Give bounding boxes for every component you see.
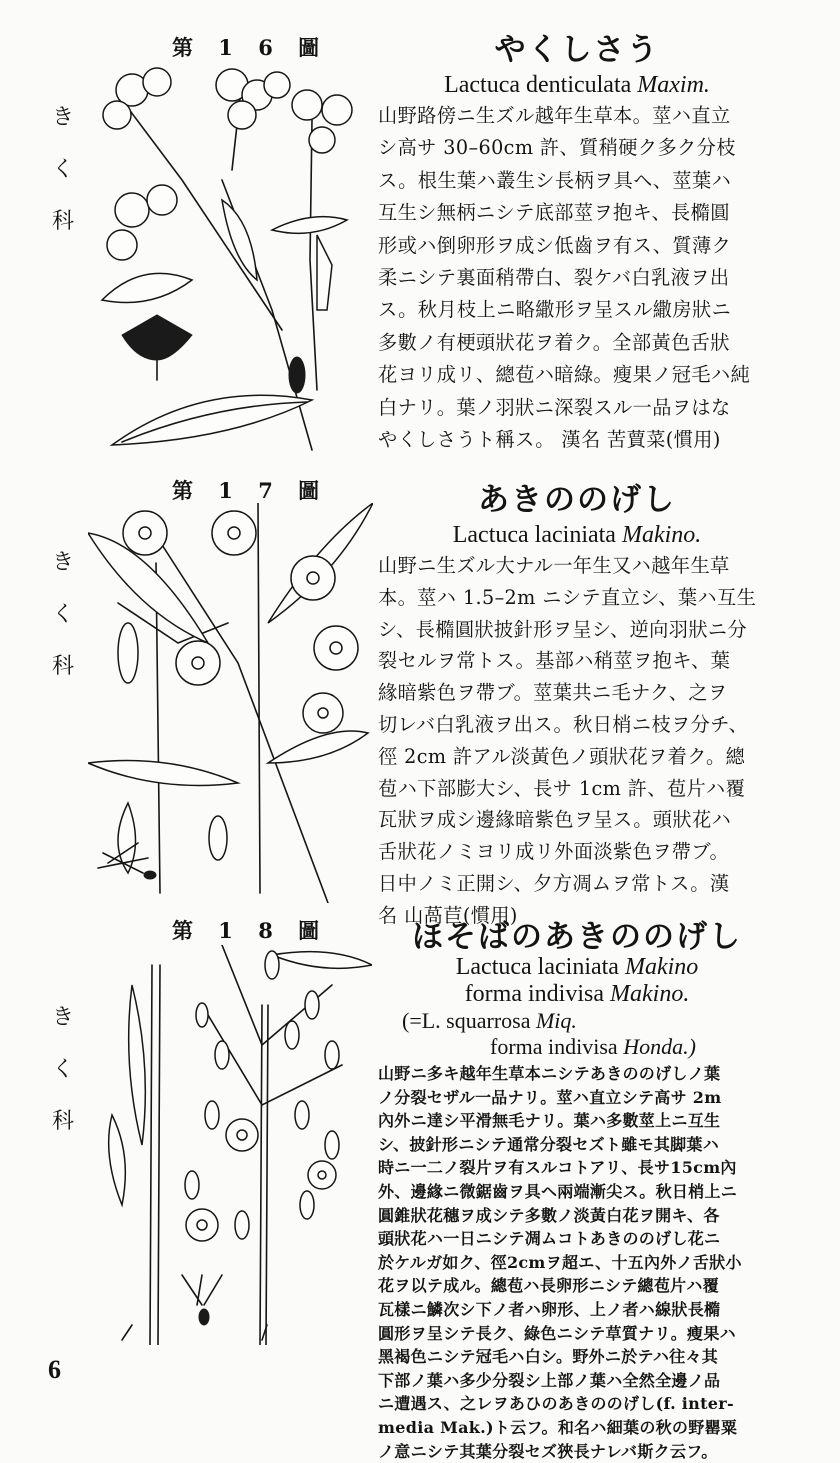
scientific-name-author: Maxim. [637, 72, 710, 98]
family-label-char: き [48, 992, 78, 1044]
description-line: 花ヨリ成リ、總苞ハ暗綠。瘦果ノ冠毛ハ純 [378, 359, 776, 391]
description-line: ニ遭遇ス、之レヲあひのあきののげし(f. inter- [378, 1392, 776, 1416]
family-label-char: く [48, 144, 78, 196]
figure-caption-16: 第 1 6 圖 [172, 32, 328, 62]
description-line: 黑褐色ニシテ冠毛ハ白シ。野外ニ於テハ往々其 [378, 1345, 776, 1369]
description-line: 瓦樣ニ鱗次シ下ノ者ハ卵形、上ノ者ハ線狀長橢 [378, 1298, 776, 1322]
scientific-name-author: Makino [625, 954, 698, 980]
scientific-name [378, 954, 776, 1008]
description-line: 圓錐狀花穗ヲ成シテ多數ノ淡黃白花ヲ開キ、各 [378, 1204, 776, 1228]
japanese-name: ほそばのあきののげし [378, 920, 776, 954]
scientific-name-binomial: Lactuca laciniata [456, 954, 619, 980]
description-line: 山野ニ多キ越年生草本ニシテあきののげしノ葉 [378, 1062, 776, 1086]
illustration-lactuca-denticulata [82, 60, 372, 460]
description-line: 互生シ無柄ニシテ底部莖ヲ抱キ、長橢圓 [378, 197, 776, 229]
description-line: 外、邊緣ニ微鋸齒ヲ具ヘ兩端漸尖ス。秋日梢上ニ [378, 1180, 776, 1204]
illustration-lactuca-laciniata [88, 503, 373, 903]
description-line: 切レバ白乳液ヲ出ス。秋日梢ニ枝ヲ分チ、 [378, 709, 776, 741]
synonym [378, 1008, 776, 1060]
description [378, 100, 776, 456]
synonym-author: Honda.) [623, 1034, 696, 1059]
description [378, 1062, 776, 1463]
description-line: 多數ノ有梗頭狀花ヲ着ク。全部黃色舌狀 [378, 327, 776, 359]
description-line: 於ケルガ如ク、徑2cmヲ超エ、十五內外ノ舌狀小 [378, 1251, 776, 1275]
description-line: シ、長橢圓狀披針形ヲ呈シ、逆向羽狀ニ分 [378, 614, 776, 646]
description-line: シ、披針形ニシテ通常分裂セズト雖モ其脚葉ハ [378, 1133, 776, 1157]
description-line: 舌狀花ノミヨリ成リ外面淡紫色ヲ帶ブ。 [378, 836, 776, 868]
figure-caption-17: 第 1 7 圖 [172, 475, 328, 505]
family-label-char: き [48, 92, 78, 144]
synonym-author: Miq. [536, 1008, 577, 1033]
entry-hosobanoakinonogeshi [378, 920, 776, 1463]
japanese-name: あきののげし [378, 480, 776, 520]
scientific-name [378, 70, 776, 100]
scientific-name-author: Makino. [610, 981, 689, 1007]
description [378, 550, 776, 932]
description-line: 名 山萵苣(慣用) [378, 900, 776, 932]
synonym-name: (=L. squarrosa [402, 1008, 530, 1033]
description-line: 頭狀花ハ一日ニシテ凋ムコトあきののげし花ニ [378, 1227, 776, 1251]
description-line: 內外ニ達シ平滑無毛ナリ。葉ハ多數莖上ニ互生 [378, 1109, 776, 1133]
family-label-char: 科 [48, 641, 78, 693]
scientific-name-line-2 [378, 981, 776, 1008]
family-label-char: 科 [48, 1096, 78, 1148]
description-line: 時ニ一二ノ裂片ヲ有スルコトアリ、長サ15cm內 [378, 1156, 776, 1180]
illustration-lactuca-laciniata-indivisa [92, 945, 372, 1345]
synonym-forma: forma indivisa [490, 1034, 618, 1059]
scientific-name [378, 520, 776, 550]
description-line: 花ヲ以テ成ル。總苞ハ長卵形ニシテ總苞片ハ覆 [378, 1274, 776, 1298]
description-line: 徑 2cm 許アル淡黃色ノ頭狀花ヲ着ク。總 [378, 741, 776, 773]
synonym-line-1 [378, 1008, 776, 1034]
description-line: 日中ノミ正開シ、夕方凋ムヲ常トス。漢 [378, 868, 776, 900]
family-label-char: き [48, 537, 78, 589]
family-label-18 [48, 992, 78, 1148]
description-line: 山野路傍ニ生ズル越年生草本。莖ハ直立 [378, 100, 776, 132]
entry-akinonogeshi [378, 480, 776, 932]
scientific-name-binomial: Lactuca denticulata [444, 72, 631, 98]
synonym-line-2 [378, 1034, 776, 1060]
description-line: シ高サ 30–60cm 許、質稍硬ク多ク分枝 [378, 132, 776, 164]
description-line: 白ナリ。葉ノ羽狀ニ深裂スル一品ヲはな [378, 392, 776, 424]
page-number: 6 [48, 1355, 61, 1385]
description-line: 山野ニ生ズル大ナル一年生又ハ越年生草 [378, 550, 776, 582]
scientific-name-binomial: Lactuca laciniata [453, 522, 616, 548]
description-line: 瓦狀ヲ成シ邊緣暗紫色ヲ呈ス。頭狀花ハ [378, 804, 776, 836]
entry-yakushisou [378, 30, 776, 456]
family-label-17 [48, 537, 78, 693]
description-line: 下部ノ葉ハ多少分裂シ上部ノ葉ハ全然全邊ノ品 [378, 1369, 776, 1393]
scientific-name-author: Makino. [622, 522, 701, 548]
description-line: 本。莖ハ 1.5–2m ニシテ直立シ、葉ハ互生 [378, 582, 776, 614]
description-line: 裂セルヲ常トス。基部ハ稍莖ヲ抱キ、葉 [378, 645, 776, 677]
description-line: 緣暗紫色ヲ帶ブ。莖葉共ニ毛ナク、之ヲ [378, 677, 776, 709]
description-line: ス。秋月枝上ニ略繖形ヲ呈スル繖房狀ニ [378, 294, 776, 326]
description-line: 形或ハ倒卵形ヲ成シ低齒ヲ有ス、質薄ク [378, 230, 776, 262]
scientific-name-forma: forma indivisa [465, 981, 604, 1007]
description-line: ノ意ニシテ其葉分裂セズ狹長ナレバ斯ク云フ。 [378, 1440, 776, 1463]
description-line: 苞ハ下部膨大シ、長サ 1cm 許、苞片ハ覆 [378, 773, 776, 805]
japanese-name: やくしさう [378, 30, 776, 70]
description-line: ス。根生葉ハ叢生シ長柄ヲ具ヘ、莖葉ハ [378, 165, 776, 197]
family-label-char: 科 [48, 196, 78, 248]
family-label-char: く [48, 1044, 78, 1096]
description-line: やくしさうト稱ス。 漢名 苦蕒菜(慣用) [378, 424, 776, 456]
description-line: ノ分裂セザル一品ナリ。莖ハ直立シテ高サ 2m [378, 1086, 776, 1110]
description-line: 柔ニシテ裏面稍帶白、裂ケバ白乳液ヲ出 [378, 262, 776, 294]
description-line: media Mak.)ト云フ。和名ハ細葉の秋の野罌粟 [378, 1416, 776, 1440]
family-label-16 [48, 92, 78, 248]
scientific-name-line-1 [378, 954, 776, 981]
family-label-char: く [48, 589, 78, 641]
figure-caption-18: 第 1 8 圖 [172, 915, 328, 945]
description-line: 圓形ヲ呈シテ長ク、綠色ニシテ草質ナリ。瘦果ハ [378, 1322, 776, 1346]
